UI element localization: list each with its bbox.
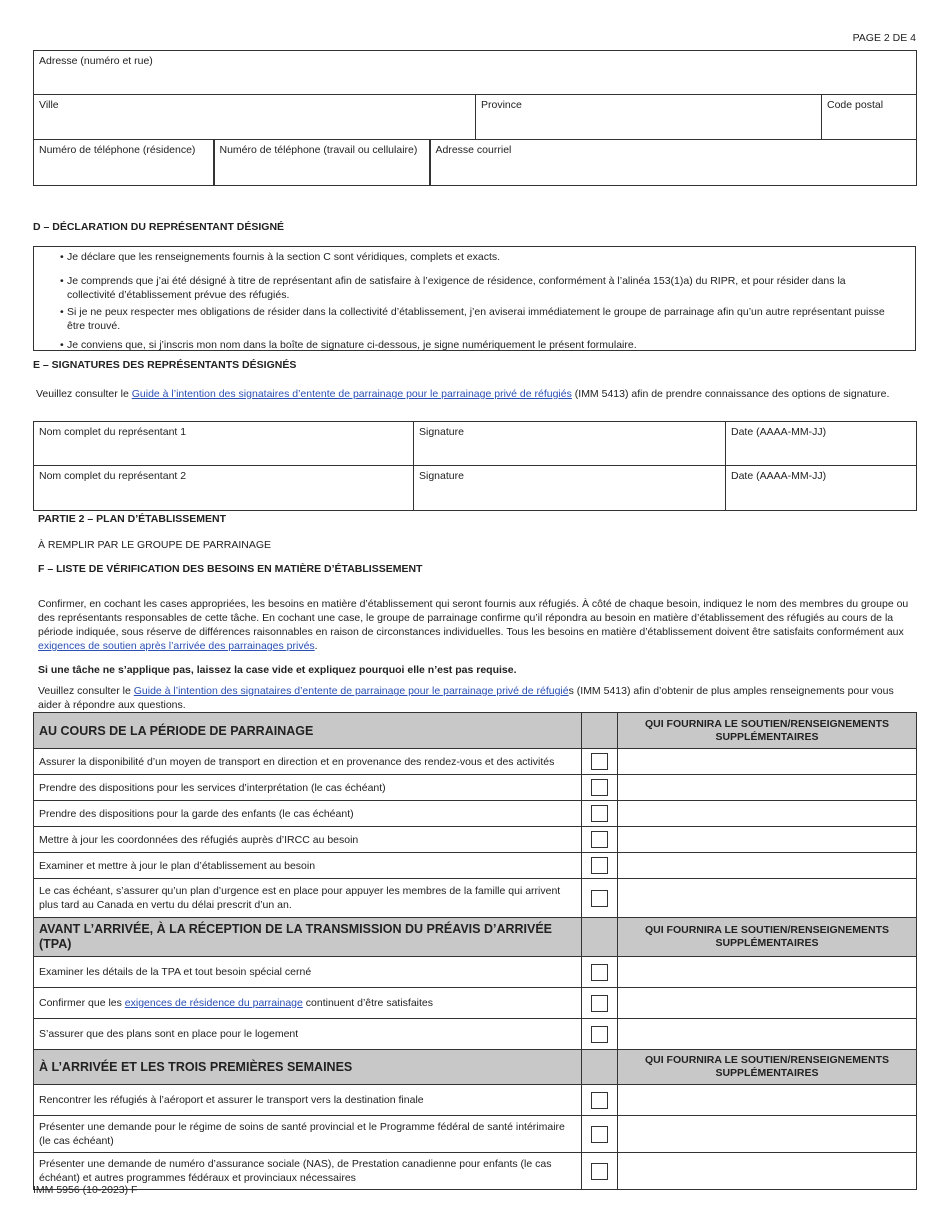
support-field[interactable] [618,749,917,775]
checkbox[interactable] [591,890,608,907]
checklist-item: Confirmer que les exigences de résidence du parrainage continuent d’être satisfaites [34,988,582,1019]
email-field[interactable] [430,140,917,186]
phone-home-field[interactable] [34,140,214,186]
city-field[interactable] [34,95,476,140]
checklist-item: Prendre des dispositions pour la garde des enfants (le cas échéant) [34,801,582,827]
city-label: Ville [39,99,59,111]
group-header: AU COURS DE LA PÉRIODE DE PARRAINAGE [34,713,582,749]
support-field[interactable] [618,853,917,879]
section-e-title: E – SIGNATURES DES REPRÉSENTANTS DÉSIGNÉS [33,359,297,371]
support-field[interactable] [618,1116,917,1153]
support-field[interactable] [618,1085,917,1116]
support-field[interactable] [618,827,917,853]
checkbox[interactable] [591,779,608,796]
group-header: AVANT L’ARRIVÉE, À LA RÉCEPTION DE LA TRANSMISSION DU PRÉAVIS D’ARRIVÉE (TPA) [34,918,582,957]
rep1-signature-field[interactable]: Signature [414,422,726,466]
checklist-item: S’assurer que des plans sont en place pour le logement [34,1019,582,1050]
support-header: QUI FOURNIRA LE SOUTIEN/RENSEIGNEMENTS SUPPLÉMENTAIRES [618,918,917,957]
signature-table [33,421,917,511]
section-d-title: D – DÉCLARATION DU REPRÉSENTANT DÉSIGNÉ [33,221,285,233]
page-number: PAGE 2 DE 4 [852,32,916,44]
support-field[interactable] [618,775,917,801]
email-label: Adresse courriel [435,144,512,156]
checkbox[interactable] [591,805,608,822]
support-field[interactable] [618,1019,917,1050]
support-field[interactable] [618,801,917,827]
checklist-item: Assurer la disponibilité d’un moyen de transport en direction et en provenance des rendez-vous et des activités [34,749,582,775]
declaration-item: • Je comprends que j’ai été désigné à titre de représentant afin de satisfaire à l’exigence de résidence, conformément à l’alinéa 153(1)a) du RIPR, et pour résider dans la collectivité d’établissement prévue des réfugiés. [34,274,915,302]
checklist-table [33,712,917,1190]
support-requirements-link[interactable]: exigences de soutien après l’arrivée des parrainages privés [38,640,315,652]
street-field[interactable] [34,51,917,95]
checkbox[interactable] [591,964,608,981]
form-footer: IMM 5956 (10-2023) F [33,1184,138,1196]
section-f-guide: Veuillez consulter le Guide à l’intention des signataires d’entente de parrainage pour le parrainage privé de réfugiés (IMM 5413) afin d’obtenir de plus amples renseignements pour vous aider à répondre aux questions. [38,685,894,711]
part2-title: PARTIE 2 – PLAN D’ÉTABLISSEMENT [38,513,227,525]
address-table [33,50,917,186]
declaration-box [33,246,916,351]
declaration-item: • Si je ne peux respecter mes obligations de résider dans la collectivité d’établissement, j’en aviserai immédiatement le groupe de parrainage afin qu’un autre représentant puisse être trouvé. [34,305,915,333]
checkbox[interactable] [591,995,608,1012]
checkbox[interactable] [591,1026,608,1043]
street-label: Adresse (numéro et rue) [39,55,153,67]
checklist-item: Présenter une demande de numéro d’assurance sociale (NAS), de Prestation canadienne pour enfants (le cas échéant) et autres programmes fédéraux et provinciaux nécessaires [34,1153,582,1190]
support-header: QUI FOURNIRA LE SOUTIEN/RENSEIGNEMENTS SUPPLÉMENTAIRES [618,713,917,749]
checkbox[interactable] [591,1126,608,1143]
checkbox[interactable] [591,831,608,848]
support-field[interactable] [618,957,917,988]
postal-code-field[interactable] [822,95,917,140]
province-field[interactable] [476,95,822,140]
checklist-item: Le cas échéant, s’assurer qu’un plan d’urgence est en place pour appuyer les membres de la famille qui arrivent plus tard au Canada en vertu du délai prescrit d’un an. [34,879,582,918]
support-field[interactable] [618,988,917,1019]
rep2-date-field[interactable]: Date (AAAA-MM-JJ) [726,466,917,511]
section-f-paragraph: Confirmer, en cochant les cases appropriées, les besoins en matière d’établissement qui seront fournis aux réfugiés. À côté de chaque besoin, indiquez le nom des membres du groupe ou des représentants responsables de cette tâche. En cochant une case, le groupe de parrainage confirme qu’il répondra au besoin en matière d’établissement des réfugiés au cours de la période indiquée, sous réserve de différences raisonnables en raison de circonstances individuelles. Tous les besoins en matière d’établissement doivent être satisfaits conformément aux exigences de soutien après l’arrivée des parrainages privés. [38,598,909,652]
group-header: À L’ARRIVÉE ET LES TROIS PREMIÈRES SEMAINES [34,1050,582,1085]
checklist-item: Prendre des dispositions pour les services d’interprétation (le cas échéant) [34,775,582,801]
rep1-name-field[interactable]: Nom complet du représentant 1 [34,422,414,466]
support-field[interactable] [618,879,917,918]
residence-requirements-link[interactable]: exigences de résidence du parrainage [124,997,303,1009]
checkbox[interactable] [591,753,608,770]
part2-subtitle: À REMPLIR PAR LE GROUPE DE PARRAINAGE [38,539,271,551]
declaration-item: • Je conviens que, si j’inscris mon nom dans la boîte de signature ci-dessous, je signe numériquement le présent formulaire. [34,338,915,352]
checklist-item: Rencontrer les réfugiés à l’aéroport et assurer le transport vers la destination finale [34,1085,582,1116]
checkbox[interactable] [591,857,608,874]
phone-work-label: Numéro de téléphone (travail ou cellulaire) [219,144,418,156]
checkbox[interactable] [591,1092,608,1109]
checklist-item: Examiner et mettre à jour le plan d’établissement au besoin [34,853,582,879]
checklist-item: Présenter une demande pour le régime de soins de santé provincial et le Programme fédéral de santé intérimaire (le cas échéant) [34,1116,582,1153]
postal-label: Code postal [827,99,884,111]
support-field[interactable] [618,1153,917,1190]
section-e-intro: Veuillez consulter le Guide à l’intention des signataires d’entente de parrainage pour le parrainage privé de réfugiés (IMM 5413) afin de prendre connaissance des options de signature. [36,388,890,400]
support-header: QUI FOURNIRA LE SOUTIEN/RENSEIGNEMENTS SUPPLÉMENTAIRES [618,1050,917,1085]
checkbox[interactable] [591,1163,608,1180]
province-label: Province [481,99,522,111]
guide-link[interactable]: Guide à l’intention des signataires d’entente de parrainage pour le parrainage privé de réfugiés [131,388,572,400]
declaration-item: • Je déclare que les renseignements fournis à la section C sont véridiques, complets et exacts. [34,250,915,264]
phone-home-label: Numéro de téléphone (résidence) [39,144,196,156]
guide-link-2[interactable]: Guide à l’intention des signataires d’entente de parrainage pour le parrainage privé de réfugié [133,685,569,697]
bold-note: Si une tâche ne s’applique pas, laissez la case vide et expliquez pourquoi elle n’est pas requise. [38,664,517,676]
checklist-item: Examiner les détails de la TPA et tout besoin spécial cerné [34,957,582,988]
checklist-item: Mettre à jour les coordonnées des réfugiés auprès d’IRCC au besoin [34,827,582,853]
rep2-name-field[interactable]: Nom complet du représentant 2 [34,466,414,511]
section-f-title: F – LISTE DE VÉRIFICATION DES BESOINS EN MATIÈRE D’ÉTABLISSEMENT [38,563,423,575]
rep2-signature-field[interactable]: Signature [414,466,726,511]
rep1-date-field[interactable]: Date (AAAA-MM-JJ) [726,422,917,466]
phone-work-field[interactable] [214,140,430,186]
